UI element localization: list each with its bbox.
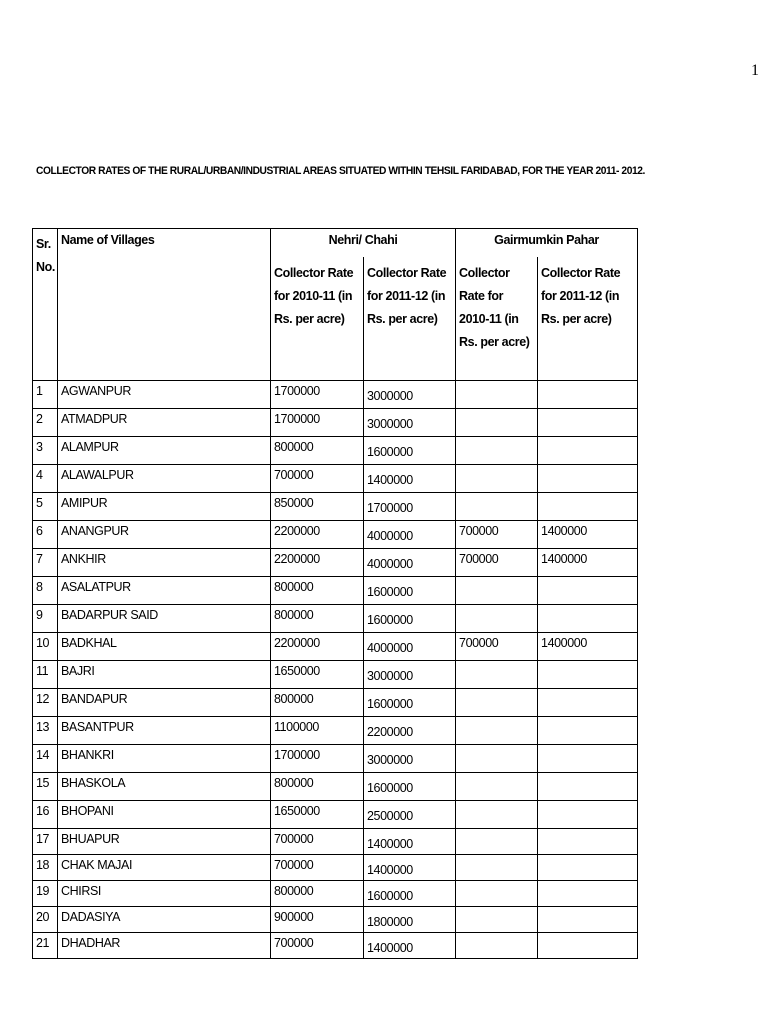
nehri-rate-2010-cell: 850000 <box>271 493 364 521</box>
nehri-rate-2010-cell: 900000 <box>271 907 364 933</box>
sr-no-cell: 12 <box>33 689 58 717</box>
nehri-rate-2010-cell: 700000 <box>271 829 364 855</box>
nehri-rate-2010-cell: 1700000 <box>271 745 364 773</box>
nehri-rate-2011-cell: 4000000 <box>364 633 456 661</box>
gairmumkin-rate-2010-cell <box>456 689 538 717</box>
nehri-rate-2010-cell: 700000 <box>271 465 364 493</box>
nehri-rate-2011-cell: 1400000 <box>364 465 456 493</box>
gairmumkin-rate-2010-cell <box>456 829 538 855</box>
nehri-rate-2011-cell: 3000000 <box>364 409 456 437</box>
nehri-rate-2010-cell: 700000 <box>271 933 364 959</box>
nehri-rate-2011-cell: 1400000 <box>364 855 456 881</box>
village-name-header: Name of Villages <box>58 229 271 381</box>
nehri-rate-2011-cell: 1600000 <box>364 577 456 605</box>
gairmumkin-rate-2011-header: Collector Rate for 2011-12 (in Rs. per acre) <box>538 257 638 381</box>
nehri-rate-2011-cell: 1400000 <box>364 829 456 855</box>
nehri-rate-2010-cell: 1700000 <box>271 409 364 437</box>
gairmumkin-rate-2011-cell <box>538 717 638 745</box>
village-name-cell: DHADHAR <box>58 933 271 959</box>
nehri-rate-2011-cell: 1600000 <box>364 689 456 717</box>
sr-no-cell: 2 <box>33 409 58 437</box>
gairmumkin-pahar-header: Gairmumkin Pahar <box>456 229 638 258</box>
table-row <box>33 801 638 829</box>
nehri-rate-2010-cell: 800000 <box>271 881 364 907</box>
gairmumkin-rate-2011-cell <box>538 933 638 959</box>
gairmumkin-rate-2011-cell: 1400000 <box>538 521 638 549</box>
sr-no-cell: 5 <box>33 493 58 521</box>
village-name-cell: BHASKOLA <box>58 773 271 801</box>
gairmumkin-rate-2010-cell <box>456 881 538 907</box>
nehri-rate-2011-cell: 1800000 <box>364 907 456 933</box>
village-name-cell: BHUAPUR <box>58 829 271 855</box>
gairmumkin-rate-2011-cell <box>538 773 638 801</box>
sr-no-cell: 10 <box>33 633 58 661</box>
gairmumkin-rate-2011-cell <box>538 745 638 773</box>
gairmumkin-rate-2011-cell <box>538 381 638 409</box>
nehri-rate-2011-header: Collector Rate for 2011-12 (in Rs. per acre) <box>364 257 456 381</box>
sr-no-cell: 11 <box>33 661 58 689</box>
nehri-rate-2010-cell: 800000 <box>271 605 364 633</box>
village-name-cell: CHIRSI <box>58 881 271 907</box>
nehri-rate-2010-cell: 800000 <box>271 577 364 605</box>
nehri-rate-2011-cell: 1600000 <box>364 437 456 465</box>
nehri-rate-2011-cell: 1600000 <box>364 881 456 907</box>
nehri-rate-2010-cell: 800000 <box>271 689 364 717</box>
gairmumkin-rate-2011-cell <box>538 437 638 465</box>
village-name-cell: BASANTPUR <box>58 717 271 745</box>
table-row <box>33 493 638 521</box>
nehri-rate-2011-cell: 3000000 <box>364 661 456 689</box>
village-name-cell: AGWANPUR <box>58 381 271 409</box>
nehri-rate-2010-header: Collector Rate for 2010-11 (in Rs. per acre) <box>271 257 364 381</box>
table-row <box>33 521 638 549</box>
gairmumkin-rate-2010-cell <box>456 933 538 959</box>
gairmumkin-rate-2010-cell <box>456 605 538 633</box>
nehri-rate-2011-cell: 2500000 <box>364 801 456 829</box>
gairmumkin-rate-2010-cell <box>456 801 538 829</box>
table-row <box>33 465 638 493</box>
sr-no-cell: 3 <box>33 437 58 465</box>
gairmumkin-rate-2010-cell: 700000 <box>456 549 538 577</box>
gairmumkin-rate-2010-header: Collector Rate for 2010-11 (in Rs. per acre) <box>456 257 538 381</box>
sr-no-cell: 6 <box>33 521 58 549</box>
village-name-cell: ANKHIR <box>58 549 271 577</box>
sr-no-cell: 7 <box>33 549 58 577</box>
table-row <box>33 605 638 633</box>
village-name-cell: DADASIYA <box>58 907 271 933</box>
village-name-cell: ASALATPUR <box>58 577 271 605</box>
village-name-cell: BANDAPUR <box>58 689 271 717</box>
gairmumkin-rate-2011-cell <box>538 465 638 493</box>
table-row <box>33 717 638 745</box>
table-row <box>33 745 638 773</box>
nehri-rate-2011-cell: 3000000 <box>364 381 456 409</box>
table-row <box>33 437 638 465</box>
page-number: 1 <box>751 62 759 79</box>
nehri-rate-2010-cell: 2200000 <box>271 633 364 661</box>
nehri-rate-2011-cell: 3000000 <box>364 745 456 773</box>
table-row <box>33 881 638 907</box>
gairmumkin-rate-2011-cell <box>538 881 638 907</box>
village-name-cell: ALAWALPUR <box>58 465 271 493</box>
sr-no-cell: 17 <box>33 829 58 855</box>
nehri-rate-2010-cell: 2200000 <box>271 549 364 577</box>
gairmumkin-rate-2010-cell <box>456 717 538 745</box>
gairmumkin-rate-2010-cell <box>456 465 538 493</box>
sr-no-cell: 13 <box>33 717 58 745</box>
gairmumkin-rate-2010-cell <box>456 493 538 521</box>
gairmumkin-rate-2010-cell: 700000 <box>456 521 538 549</box>
gairmumkin-rate-2010-cell <box>456 381 538 409</box>
nehri-rate-2010-cell: 2200000 <box>271 521 364 549</box>
village-name-cell: AMIPUR <box>58 493 271 521</box>
table-row <box>33 409 638 437</box>
nehri-rate-2011-cell: 1700000 <box>364 493 456 521</box>
table-header-row <box>33 229 638 258</box>
table-row <box>33 773 638 801</box>
sr-no-cell: 19 <box>33 881 58 907</box>
sr-no-cell: 1 <box>33 381 58 409</box>
gairmumkin-rate-2011-cell: 1400000 <box>538 549 638 577</box>
village-name-cell: BHANKRI <box>58 745 271 773</box>
village-name-cell: BHOPANI <box>58 801 271 829</box>
nehri-rate-2011-cell: 2200000 <box>364 717 456 745</box>
nehri-rate-2011-cell: 1600000 <box>364 605 456 633</box>
village-name-cell: BADKHAL <box>58 633 271 661</box>
sr-no-cell: 8 <box>33 577 58 605</box>
gairmumkin-rate-2011-cell <box>538 493 638 521</box>
gairmumkin-rate-2011-cell <box>538 577 638 605</box>
sr-no-cell: 9 <box>33 605 58 633</box>
table-body <box>33 381 638 959</box>
table-row <box>33 907 638 933</box>
gairmumkin-rate-2010-cell: 700000 <box>456 633 538 661</box>
nehri-rate-2010-cell: 1650000 <box>271 661 364 689</box>
gairmumkin-rate-2010-cell <box>456 409 538 437</box>
table-row <box>33 549 638 577</box>
table-row <box>33 661 638 689</box>
table-row <box>33 381 638 409</box>
gairmumkin-rate-2011-cell <box>538 855 638 881</box>
village-name-cell: ATMADPUR <box>58 409 271 437</box>
document-title: COLLECTOR RATES OF THE RURAL/URBAN/INDUSTRIAL AREAS SITUATED WITHIN TEHSIL FARIDABAD, FOR THE YEAR 2011- 2012. <box>36 165 645 177</box>
village-name-cell: ALAMPUR <box>58 437 271 465</box>
gairmumkin-rate-2011-cell <box>538 605 638 633</box>
gairmumkin-rate-2010-cell <box>456 437 538 465</box>
gairmumkin-rate-2010-cell <box>456 577 538 605</box>
table-row <box>33 633 638 661</box>
nehri-rate-2011-cell: 1400000 <box>364 933 456 959</box>
sr-no-header: Sr. No. <box>33 229 58 381</box>
nehri-chahi-header: Nehri/ Chahi <box>271 229 456 258</box>
gairmumkin-rate-2011-cell <box>538 907 638 933</box>
table-row <box>33 829 638 855</box>
sr-no-cell: 20 <box>33 907 58 933</box>
gairmumkin-rate-2011-cell <box>538 689 638 717</box>
table-row <box>33 933 638 959</box>
sr-no-cell: 18 <box>33 855 58 881</box>
sr-no-cell: 21 <box>33 933 58 959</box>
table-row <box>33 855 638 881</box>
gairmumkin-rate-2011-cell: 1400000 <box>538 633 638 661</box>
gairmumkin-rate-2011-cell <box>538 829 638 855</box>
collector-rates-table <box>32 228 638 959</box>
table-row <box>33 689 638 717</box>
gairmumkin-rate-2010-cell <box>456 907 538 933</box>
sr-no-cell: 14 <box>33 745 58 773</box>
village-name-cell: BAJRI <box>58 661 271 689</box>
sr-no-cell: 16 <box>33 801 58 829</box>
nehri-rate-2010-cell: 800000 <box>271 437 364 465</box>
nehri-rate-2011-cell: 4000000 <box>364 521 456 549</box>
nehri-rate-2010-cell: 800000 <box>271 773 364 801</box>
gairmumkin-rate-2011-cell <box>538 801 638 829</box>
gairmumkin-rate-2010-cell <box>456 855 538 881</box>
nehri-rate-2011-cell: 4000000 <box>364 549 456 577</box>
table-row <box>33 577 638 605</box>
nehri-rate-2010-cell: 700000 <box>271 855 364 881</box>
nehri-rate-2010-cell: 1100000 <box>271 717 364 745</box>
nehri-rate-2010-cell: 1650000 <box>271 801 364 829</box>
gairmumkin-rate-2011-cell <box>538 661 638 689</box>
gairmumkin-rate-2010-cell <box>456 745 538 773</box>
nehri-rate-2011-cell: 1600000 <box>364 773 456 801</box>
sr-no-cell: 15 <box>33 773 58 801</box>
gairmumkin-rate-2010-cell <box>456 661 538 689</box>
village-name-cell: BADARPUR SAID <box>58 605 271 633</box>
village-name-cell: CHAK MAJAI <box>58 855 271 881</box>
nehri-rate-2010-cell: 1700000 <box>271 381 364 409</box>
village-name-cell: ANANGPUR <box>58 521 271 549</box>
sr-no-cell: 4 <box>33 465 58 493</box>
gairmumkin-rate-2010-cell <box>456 773 538 801</box>
gairmumkin-rate-2011-cell <box>538 409 638 437</box>
